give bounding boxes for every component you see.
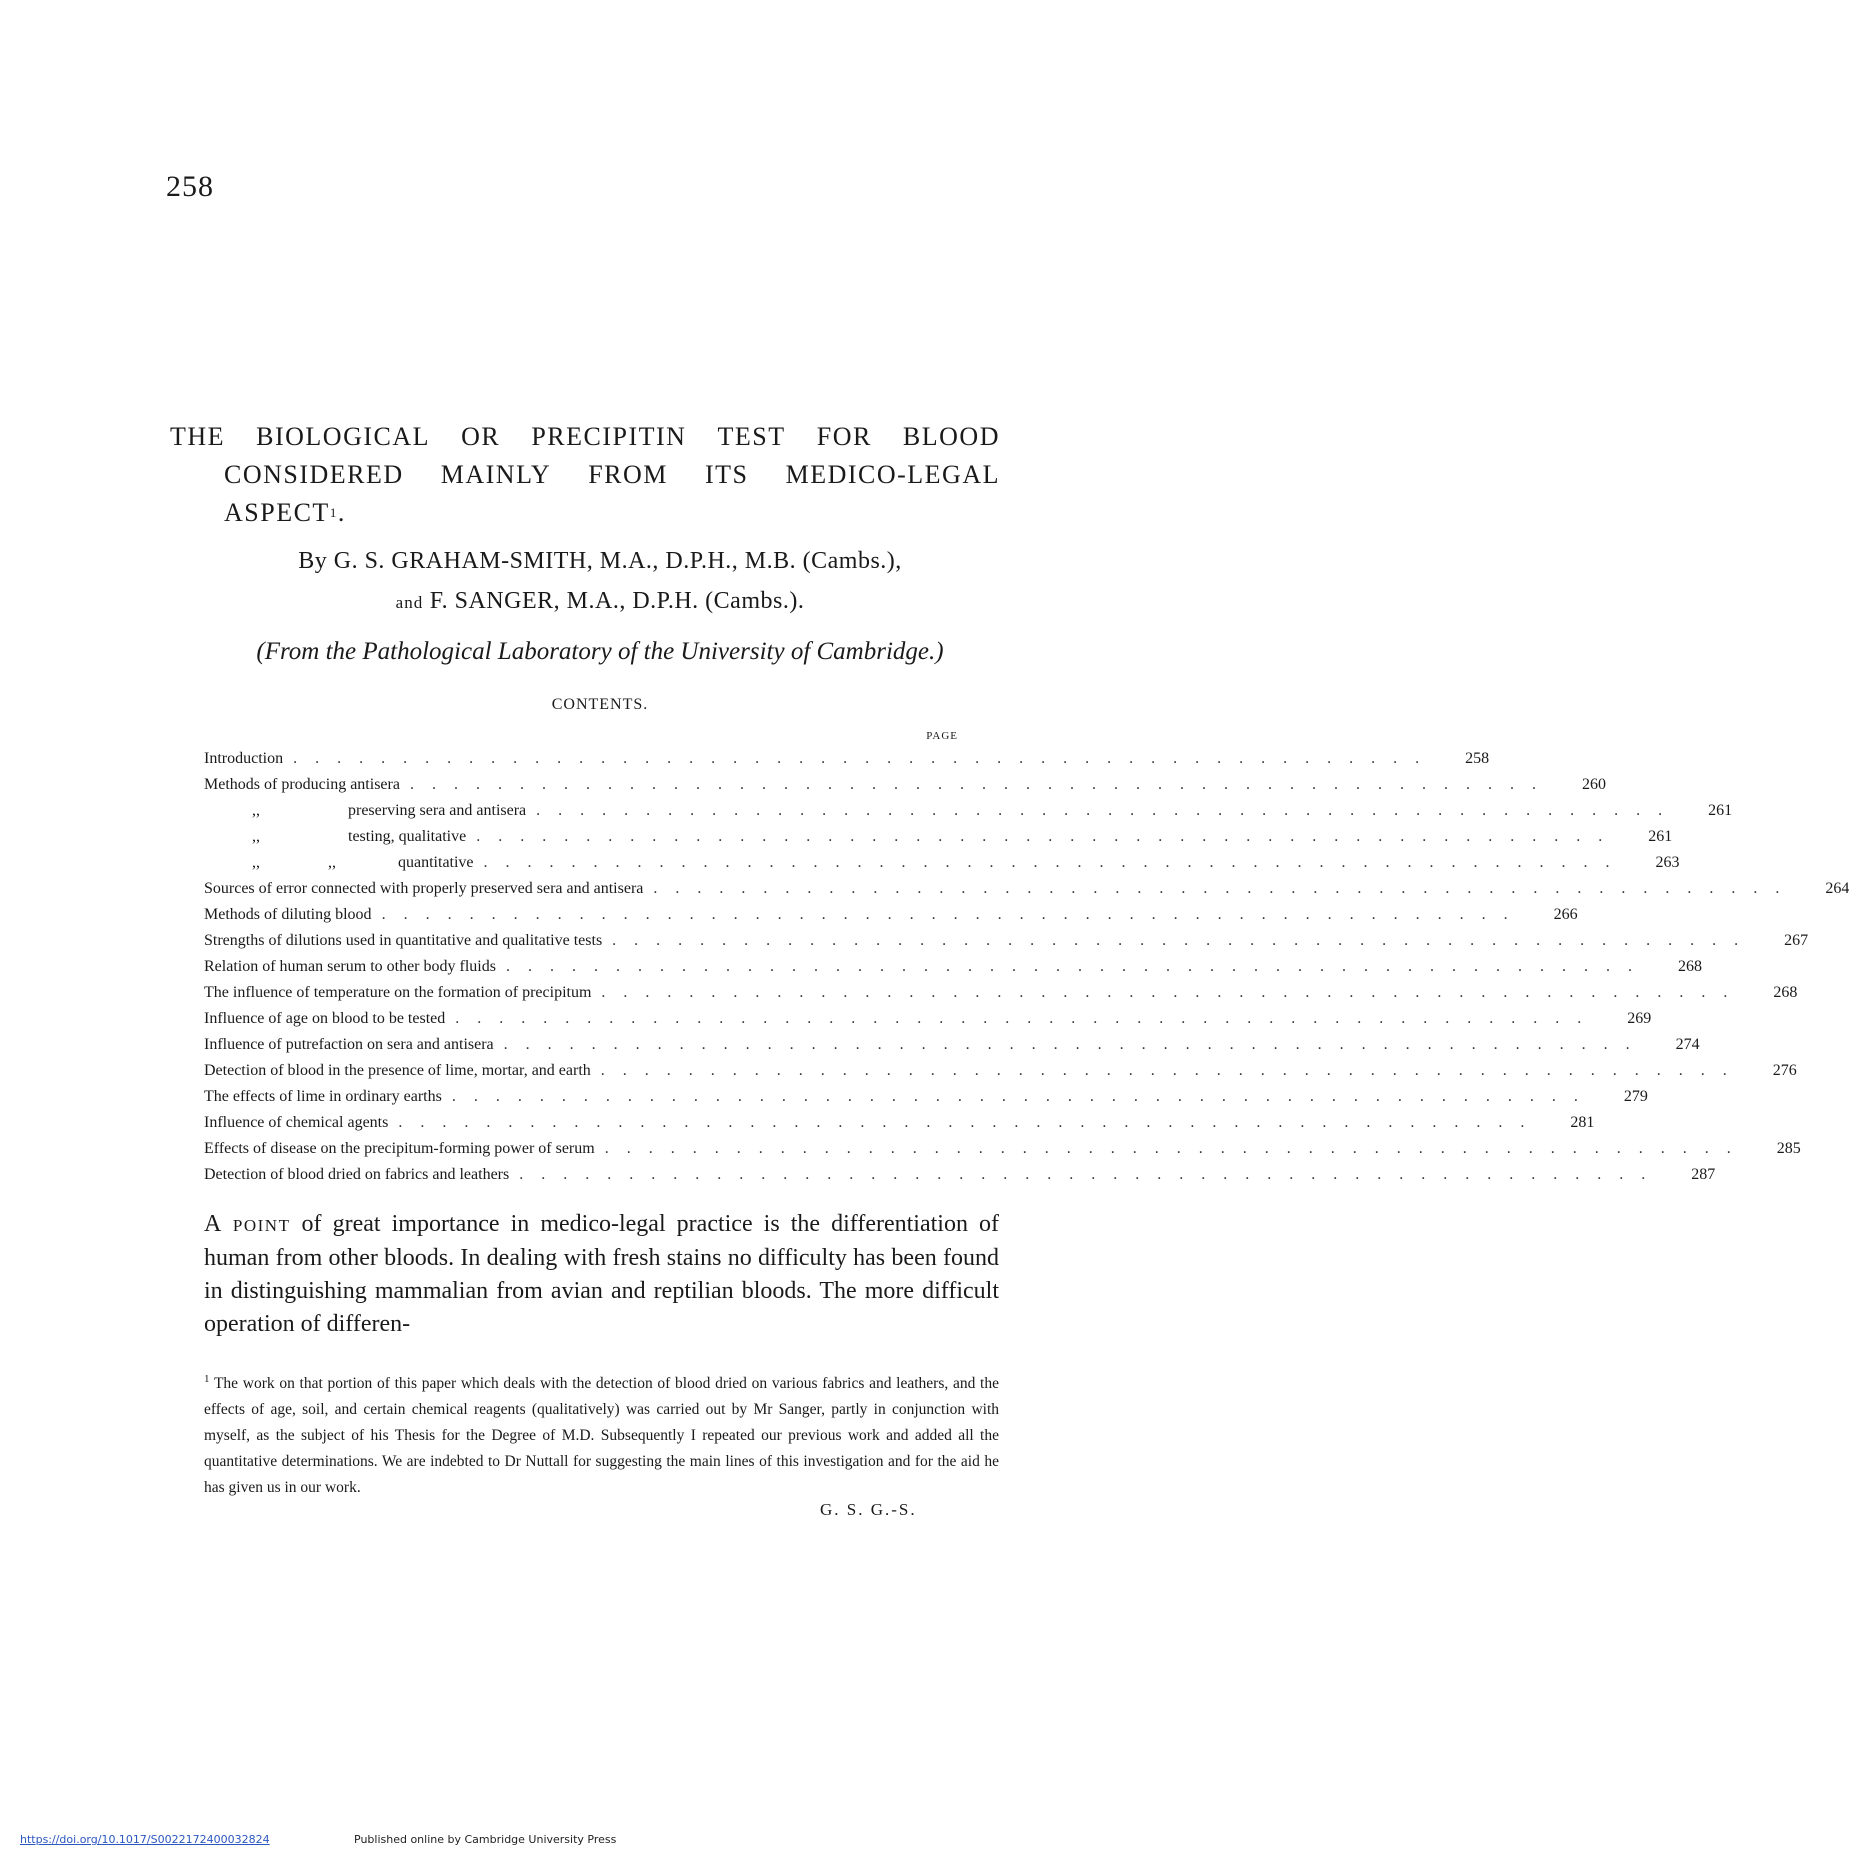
toc-entry-page: 269 bbox=[1627, 1010, 1652, 1027]
toc-entry-title bbox=[204, 824, 466, 850]
toc-entry-title: Influence of age on blood to be tested bbox=[204, 1010, 446, 1027]
toc-entry-title: Influence of chemical agents bbox=[204, 1114, 389, 1131]
toc-entry-page: 287 bbox=[1691, 1166, 1716, 1183]
toc-entry-page: 266 bbox=[1553, 906, 1578, 923]
toc-entry bbox=[204, 1006, 1652, 1032]
body-paragraph bbox=[204, 1208, 999, 1341]
toc-dot-leader: .................................................... bbox=[409, 776, 1554, 793]
title-word: FROM bbox=[588, 460, 668, 489]
toc-entry bbox=[204, 824, 1673, 850]
title-word: FOR bbox=[816, 422, 872, 451]
body-lead-letter: A bbox=[204, 1211, 222, 1237]
toc-entry bbox=[204, 1110, 1595, 1136]
toc-entry-page: 285 bbox=[1776, 1140, 1801, 1157]
title-word: MAINLY bbox=[440, 460, 552, 489]
toc-entry-title: Influence of putrefaction on sera and antisera bbox=[204, 1036, 494, 1053]
title-word: MEDICO-LEGAL bbox=[785, 460, 1000, 489]
toc-entry-text: quantitative bbox=[398, 854, 474, 871]
toc-entry-title: Effects of disease on the precipitum-forming power of serum bbox=[204, 1140, 595, 1157]
footnote-signature: G. S. G.-S. bbox=[820, 1500, 917, 1519]
body-lead-word: POINT bbox=[232, 1216, 291, 1235]
title-line-3: ASPECT 1 . bbox=[170, 494, 1000, 532]
title-line-1 bbox=[170, 418, 1000, 456]
toc-entry bbox=[204, 1084, 1648, 1110]
title-word: THE bbox=[170, 422, 226, 451]
toc-dot-leader: .................................................... bbox=[536, 802, 1681, 819]
toc-entry bbox=[204, 954, 1702, 980]
title-word: CONSIDERED bbox=[224, 460, 404, 489]
toc-dot-leader: .................................................... bbox=[455, 1010, 1600, 1027]
toc-entry-title bbox=[204, 850, 474, 876]
toc-entry bbox=[204, 1032, 1700, 1058]
toc-entry-title: Methods of producing antisera bbox=[204, 776, 400, 793]
title-word: BIOLOGICAL bbox=[256, 422, 431, 451]
toc-entry-title: Strengths of dilutions used in quantitative and qualitative tests bbox=[204, 932, 603, 949]
toc-entry bbox=[204, 798, 1733, 824]
toc-entry bbox=[204, 772, 1606, 798]
title-word: PRECIPITIN bbox=[531, 422, 687, 451]
toc-dot-leader: .................................................... bbox=[293, 750, 1438, 767]
toc-dot-leader: .................................................... bbox=[381, 906, 1526, 923]
toc-entry bbox=[204, 928, 1809, 954]
doi-link[interactable]: https://doi.org/10.1017/S0022172400032824 bbox=[20, 1833, 270, 1846]
toc-dot-leader: .................................................... bbox=[604, 1140, 1749, 1157]
toc-entry-page: 260 bbox=[1581, 776, 1606, 793]
toc-entry-page: 261 bbox=[1708, 802, 1733, 819]
toc-entry-title: Introduction bbox=[204, 750, 284, 767]
toc-entry-page: 264 bbox=[1825, 880, 1849, 897]
toc-entry bbox=[204, 1162, 1716, 1188]
toc-entry-page: 267 bbox=[1784, 932, 1809, 949]
byline-and: and bbox=[395, 593, 424, 612]
toc-dot-leader: .................................................... bbox=[503, 1036, 1648, 1053]
body-text: of great importance in medico-legal practice is the differentiation of human from other bloods. In dealing with fresh stains no difficulty has been found in distinguishing mammalian from avian and reptilian bloods. The more difficult operation of differen- bbox=[204, 1211, 1000, 1337]
toc-entry-page: 268 bbox=[1677, 958, 1702, 975]
toc-entry-text: preserving sera and antisera bbox=[348, 802, 527, 819]
toc-ditto-mark: ,, bbox=[328, 854, 336, 871]
toc-entry-title: Detection of blood dried on fabrics and leathers bbox=[204, 1166, 510, 1183]
contents-heading: CONTENTS. bbox=[551, 696, 649, 713]
toc-entry-page: 261 bbox=[1648, 828, 1673, 845]
article-title bbox=[170, 418, 1000, 532]
toc-dot-leader: .................................................... bbox=[505, 958, 1650, 975]
title-word: TEST bbox=[717, 422, 786, 451]
toc-dot-leader: .................................................... bbox=[519, 1166, 1664, 1183]
toc-entry-title bbox=[204, 798, 526, 824]
toc-entry-title: Detection of blood in the presence of lime, mortar, and earth bbox=[204, 1062, 591, 1079]
page-number: 258 bbox=[166, 170, 214, 203]
publisher-note: Published online by Cambridge University Press bbox=[354, 1833, 617, 1846]
toc-entry bbox=[204, 980, 1798, 1006]
affiliation: (From the Pathological Laboratory of the University of Cambridge.) bbox=[256, 638, 944, 665]
toc-entry-page: 258 bbox=[1465, 750, 1490, 767]
toc-entry-page: 281 bbox=[1570, 1114, 1595, 1131]
byline-author-2 bbox=[0, 588, 1200, 615]
toc-entry-title: Sources of error connected with properly preserved sera and antisera bbox=[204, 880, 644, 897]
toc-entry bbox=[204, 746, 1490, 772]
toc-entry-title: Relation of human serum to other body fluids bbox=[204, 958, 496, 975]
footnote bbox=[204, 1366, 999, 1501]
toc-entry bbox=[204, 1058, 1797, 1084]
toc-entry-page: 263 bbox=[1655, 854, 1680, 871]
toc-entry-page: 274 bbox=[1675, 1036, 1700, 1053]
title-word: ITS bbox=[705, 460, 749, 489]
title-word: ASPECT bbox=[224, 498, 330, 527]
title-word: OR bbox=[461, 422, 501, 451]
title-word: BLOOD bbox=[902, 422, 1000, 451]
toc-dot-leader: .................................................... bbox=[451, 1088, 1596, 1105]
toc-dot-leader: .................................................... bbox=[653, 880, 1798, 897]
footnote-mark: 1 bbox=[204, 1373, 210, 1385]
toc-ditto-mark: ,, bbox=[252, 854, 260, 871]
toc-entry-title: Methods of diluting blood bbox=[204, 906, 372, 923]
toc-entry-title: The influence of temperature on the formation of precipitum bbox=[204, 984, 592, 1001]
toc-ditto-mark: ,, bbox=[252, 802, 260, 819]
table-of-contents bbox=[204, 746, 1849, 1188]
footnote-text: The work on that portion of this paper which deals with the detection of blood dried on various fabrics and leathers, and the effects of age, soil, and certain chemical reagents (qualitatively) was carried out by Mr Sanger, partly in conjunction with myself, as the subject of his Thesis for the Degree of M.D. Subsequently I repeated our previous work and added all the quantitative determinations. We are indebted to Dr Nuttall for suggesting the main lines of this investigation and for the aid he has given us in our work. bbox=[204, 1375, 999, 1497]
toc-dot-leader: .................................................... bbox=[601, 984, 1746, 1001]
byline-author-1 bbox=[0, 548, 1200, 575]
toc-dot-leader: .................................................... bbox=[612, 932, 1757, 949]
title-footnote-mark: 1 bbox=[329, 505, 338, 520]
author-1: G. S. GRAHAM-SMITH, M.A., D.P.H., M.B. (Cambs.), bbox=[333, 548, 902, 574]
byline-by: By bbox=[298, 548, 328, 574]
toc-entry-page: 276 bbox=[1772, 1062, 1797, 1079]
author-2: F. SANGER, M.A., D.P.H. (Cambs.). bbox=[429, 588, 805, 614]
toc-dot-leader: .................................................... bbox=[476, 828, 1621, 845]
toc-entry-page: 268 bbox=[1773, 984, 1798, 1001]
toc-entry-text: testing, qualitative bbox=[348, 828, 467, 845]
toc-dot-leader: .................................................... bbox=[398, 1114, 1543, 1131]
toc-dot-leader: .................................................... bbox=[483, 854, 1628, 871]
toc-dot-leader: .................................................... bbox=[600, 1062, 1745, 1079]
contents-page-label: PAGE bbox=[926, 730, 958, 742]
toc-entry bbox=[204, 1136, 1801, 1162]
toc-entry bbox=[204, 902, 1578, 928]
toc-entry-page: 279 bbox=[1623, 1088, 1648, 1105]
title-line-2 bbox=[170, 456, 1000, 494]
toc-entry bbox=[204, 876, 1849, 902]
toc-entry-title: The effects of lime in ordinary earths bbox=[204, 1088, 442, 1105]
toc-entry bbox=[204, 850, 1680, 876]
toc-ditto-mark: ,, bbox=[252, 828, 260, 845]
